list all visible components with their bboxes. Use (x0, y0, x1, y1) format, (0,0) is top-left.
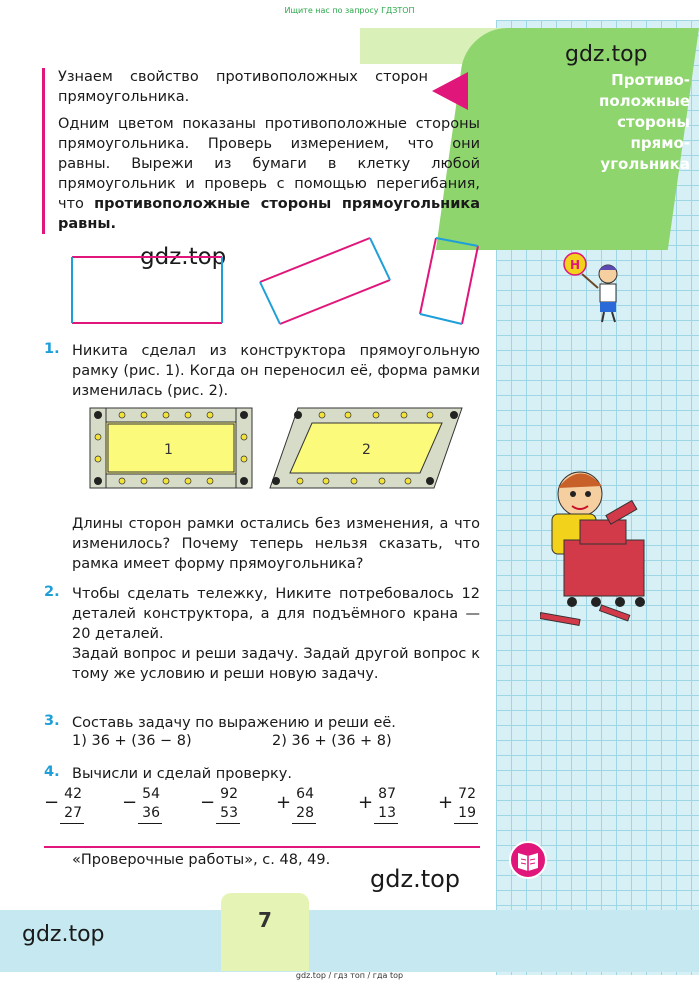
reference-text: «Проверочные работы», с. 48, 49. (72, 852, 331, 868)
figure-2-label: 2 (362, 442, 371, 458)
topic-title-line: положные (599, 92, 690, 110)
calc-bottom: 28 (296, 805, 314, 821)
watermark: gdz.top (22, 922, 105, 947)
calc-bottom: 27 (64, 805, 82, 821)
bottom-strip (0, 910, 699, 972)
calc-bottom: 36 (142, 805, 160, 821)
rectangle-3 (420, 238, 478, 324)
task2-text-2: Задай вопрос и реши задачу. Задай другой вопрос к тому же условию и реши новую задачу. (72, 646, 480, 682)
rectangles-illustration (60, 232, 490, 332)
book-icon[interactable] (509, 841, 547, 879)
watermark: gdz.top (140, 244, 227, 270)
calc-underline (60, 823, 84, 824)
bottom-note: gdz.top / гдз топ / гда top (295, 971, 404, 980)
frame-2 (270, 408, 462, 488)
frames-illustration (86, 404, 466, 504)
pink-pointer-icon (432, 72, 468, 110)
rectangle-2 (260, 238, 390, 324)
intro-text: Одним цветом показаны противоположные стороны прямоугольника. Проверь измерением, что они равны. Вырежи из бумаги в клетку любой прямоугольник и проверь с помощью перегибания, что (58, 116, 480, 212)
calc-underline (216, 823, 240, 824)
task3-text: Составь задачу по выражению и реши её. (72, 715, 396, 731)
operator: − (44, 792, 60, 813)
task-number: 3. (44, 713, 60, 729)
topic-title (540, 70, 690, 175)
intro-period: . (110, 216, 116, 232)
watermark: gdz.top (565, 42, 648, 67)
calc-top: 64 (296, 786, 314, 802)
task1-text: Никита сделал из конструктора прямоугольную рамку (рис. 1). Когда он переносил её, форма рамки изменилась (рис. 2). (72, 343, 480, 399)
calc-top: 54 (142, 786, 160, 802)
calc-underline (374, 823, 398, 824)
operator: + (276, 792, 292, 813)
intro-rule: противоположные стороны прямоугольника равны (58, 196, 480, 232)
operator: + (358, 792, 374, 813)
topic-title-line: угольника (600, 155, 690, 173)
calc-bottom: 19 (458, 805, 476, 821)
intro-marker (42, 68, 45, 234)
topic-title-line: стороны (617, 113, 690, 131)
calc-top: 92 (220, 786, 238, 802)
frame-1 (90, 408, 252, 488)
divider (44, 846, 480, 848)
calc-top: 72 (458, 786, 476, 802)
task4-text: Вычисли и сделай проверку. (72, 766, 292, 782)
calc-underline (454, 823, 478, 824)
task2-text: Чтобы сделать тележку, Никите потребовалось 12 деталей конструктора, а для подъёмного крана — 20 деталей. (72, 586, 480, 642)
task1-question: Длины сторон рамки остались без изменения, а что изменилось? Почему теперь нельзя сказать, что рамка имеет форму прямоугольника? (72, 516, 480, 572)
calc-top: 87 (378, 786, 396, 802)
task-number: 2. (44, 584, 60, 600)
task-number: 1. (44, 341, 60, 357)
topic-title-line: Противо- (611, 71, 690, 89)
calc-underline (292, 823, 316, 824)
task3-expression-2: 2) 36 + (36 + 8) (272, 733, 392, 749)
intro-paragraph-2 (58, 114, 480, 234)
calc-top: 42 (64, 786, 82, 802)
intro-paragraph-1: Узнаем свойство противоположных сторон прямоугольника. (58, 69, 428, 105)
calc-bottom: 53 (220, 805, 238, 821)
page-number-box (221, 893, 309, 971)
boy-with-sign-icon (560, 250, 640, 325)
operator: − (200, 792, 216, 813)
task3-expression-1: 1) 36 + (36 − 8) (72, 733, 192, 749)
top-note: Ищите нас по запросу ГДЗТОП (284, 6, 415, 15)
page-number: 7 (258, 908, 272, 932)
boy-with-constructor-icon (540, 460, 670, 630)
topic-title-line: прямо- (630, 134, 690, 152)
operator: + (438, 792, 454, 813)
calc-underline (138, 823, 162, 824)
figure-1-label: 1 (164, 442, 173, 458)
rectangle-1 (72, 257, 222, 323)
watermark: gdz.top (370, 865, 461, 893)
badge-letter: Н (570, 258, 581, 272)
operator: − (122, 792, 138, 813)
calc-bottom: 13 (378, 805, 396, 821)
task-number: 4. (44, 764, 60, 780)
